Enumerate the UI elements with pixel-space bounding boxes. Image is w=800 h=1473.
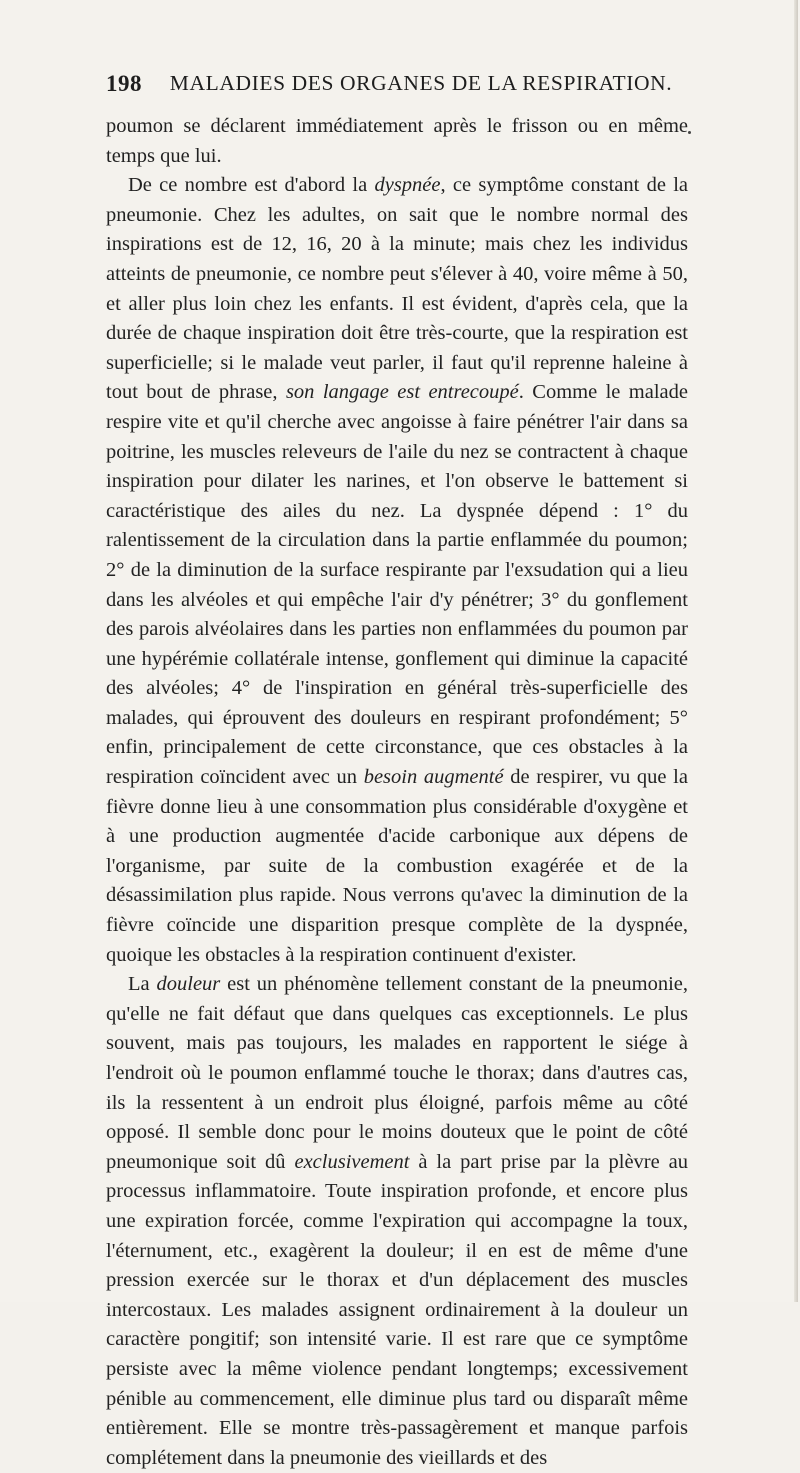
- paragraph-1-text: poumon se déclarent immédiatement après le frisson ou en même temps que lui.: [106, 115, 688, 167]
- term-besoin-augmente: besoin augmenté: [363, 766, 504, 789]
- term-exclusivement: exclusivement: [294, 1150, 410, 1173]
- paragraph-continuation: [106, 112, 688, 171]
- paragraph-2-text-a: De ce nombre est d'abord la: [128, 174, 375, 197]
- page-number: 198: [106, 71, 142, 96]
- print-speck: [688, 131, 691, 134]
- term-dyspnee: dyspnée: [374, 174, 441, 197]
- paragraph-2-text-d: de respirer, vu que la fièvre donne lieu à une consommation plus considérable d'oxygène et à une production augmentée d'acide carbonique aux dépens de l'organisme, par suite de la combustion exagérée et de la désassimilation plus rapide. Nous verrons qu'avec la diminution de la fièvre coïncide une disparition presque complète de la dyspnée, quoique les obstacles à la respiration continuent d'exister.: [106, 766, 688, 966]
- paragraph-2-text-c: . Comme le malade respire vite et qu'il cherche avec angoisse à faire pénétrer l'air dans sa poitrine, les muscles releveurs de l'aile du nez se contractent à chaque inspiration pour dilater les narines, et l'on observe le battement si caractéristique des ailes du nez. La dyspnée dépend : 1° du ralentissement de la circulation dans la partie enflammée du poumon; 2° de la diminution de la surface respirante par l'exsudation qui a lieu dans les alvéoles et qui empêche l'air d'y pénétrer; 3° du gonflement des parois alvéolaires dans les parties non enflammées du poumon par une hypérémie collatérale intense, gonflement qui diminue la capacité des alvéoles; 4° de l'inspiration en général très-superficielle des malades, qui éprouvent des douleurs en respirant profondément; 5° enfin, principalement de cette circonstance, que ces obstacles à la respiration coïncident avec un: [106, 381, 688, 789]
- paragraph-2-text-b: , ce symptôme constant de la pneumonie. Chez les adultes, on sait que le nombre normal des inspirations est de 12, 16, 20 à la minute; mais chez les individus atteints de pneumonie, ce nombre peut s'élever à 40, voire même à 50, et aller plus loin chez les enfants. Il est évident, d'après cela, que la durée de chaque inspiration doit être très-courte, que la respiration est superficielle; si le malade veut parler, il faut qu'il reprenne haleine à tout bout de phrase,: [106, 174, 688, 404]
- page-header: [106, 71, 684, 101]
- running-title: MALADIES DES ORGANES DE LA RESPIRATION.: [169, 71, 673, 95]
- paragraph-dyspnee: [106, 171, 688, 970]
- paragraph-douleur: [106, 970, 688, 1473]
- page-edge-shadow: [794, 0, 798, 1302]
- paragraph-3-text-b: est un phénomène tellement constant de la pneumonie, qu'elle ne fait défaut que dans quelques cas exceptionnels. Le plus souvent, mais pas toujours, les malades en rapportent le siége à l'endroit où le poumon enflammé touche le thorax; dans d'autres cas, ils la ressentent à un endroit plus éloigné, parfois même au côté opposé. Il semble donc pour le moins douteux que le point de côté pneumonique soit dû: [106, 973, 688, 1173]
- term-langage-entrecoupe: son langage est entrecoupé: [285, 381, 519, 404]
- paragraph-3-text-c: à la part prise par la plèvre au processus inflammatoire. Toute inspiration profonde, et encore plus une expiration forcée, comme l'expiration qui accompagne la toux, l'éternument, etc., exagèrent la douleur; il en est de même d'une pression exercée sur le thorax et d'un déplacement des muscles intercostaux. Les malades assignent ordinairement à la douleur un caractère pongitif; son intensité varie. Il est rare que ce symptôme persiste avec la même violence pendant longtemps; excessivement pénible au commencement, elle diminue plus tard ou disparaît même entièrement. Elle se montre très-passagèrement et manque parfois complétement dans la pneumonie des vieillards et des: [106, 1150, 688, 1469]
- body-text: [106, 112, 688, 1473]
- term-douleur: douleur: [156, 973, 221, 996]
- paragraph-3-text-a: La: [128, 973, 157, 996]
